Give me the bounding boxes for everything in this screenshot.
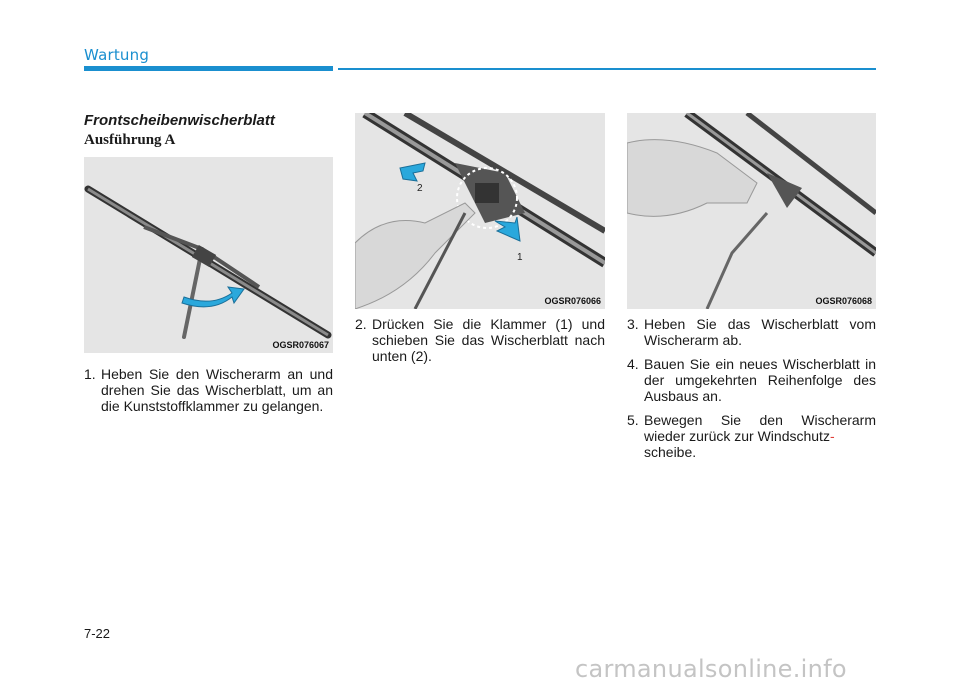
figure-3 xyxy=(627,113,876,309)
step-text: Drücken Sie die Klammer (1) und schieben Sie das Wischerblatt nach unten (2). xyxy=(372,316,605,364)
header-rule-thick xyxy=(84,66,333,71)
steps-column-2 xyxy=(355,316,605,372)
watermark: carmanualsonline.info xyxy=(575,655,847,683)
step-number: 5. xyxy=(627,412,639,428)
step-number: 4. xyxy=(627,356,639,372)
figure-label-1: 1 xyxy=(517,252,523,263)
header-rule-thin xyxy=(338,68,876,70)
step-text xyxy=(644,412,876,460)
step-number: 3. xyxy=(627,316,639,332)
figure-label-2: 2 xyxy=(417,183,423,194)
step-text-part: Bewegen Sie den Wischerarm wieder zurück zur Windschutz xyxy=(644,412,876,444)
wiper-blade-illustration-3 xyxy=(627,113,876,309)
page-subheading: Ausführung A xyxy=(84,132,176,148)
step-item xyxy=(84,366,333,414)
step-item xyxy=(627,412,876,460)
figure-code: OGSR076068 xyxy=(815,296,872,306)
wiper-blade-illustration-1 xyxy=(84,157,333,353)
step-item xyxy=(627,356,876,404)
hyphen-mark: - xyxy=(829,428,835,444)
page-heading: Frontscheibenwischerblatt xyxy=(84,112,275,129)
figure-2 xyxy=(355,113,605,309)
step-item xyxy=(355,316,605,364)
step-text: Bauen Sie ein neues Wischerblatt in der umgekehrten Reihenfolge des Ausbaus an. xyxy=(644,356,876,404)
step-number: 1. xyxy=(84,366,96,382)
figure-1 xyxy=(84,157,333,353)
page-number: 7-22 xyxy=(84,626,111,641)
step-item xyxy=(627,316,876,348)
steps-column-3 xyxy=(627,316,876,468)
step-text: Heben Sie den Wischerarm an und drehen Sie das Wischerblatt, um an die Kunststoffklammer zu gelangen. xyxy=(101,366,333,414)
step-number: 2. xyxy=(355,316,367,332)
figure-code: OGSR076066 xyxy=(544,296,601,306)
wiper-blade-illustration-2 xyxy=(355,113,605,309)
figure-code: OGSR076067 xyxy=(272,340,329,350)
steps-column-1 xyxy=(84,366,333,422)
section-title: Wartung xyxy=(84,46,150,64)
step-text: Heben Sie das Wischerblatt vom Wischerarm ab. xyxy=(644,316,876,348)
step-text-part: scheibe. xyxy=(644,444,697,460)
